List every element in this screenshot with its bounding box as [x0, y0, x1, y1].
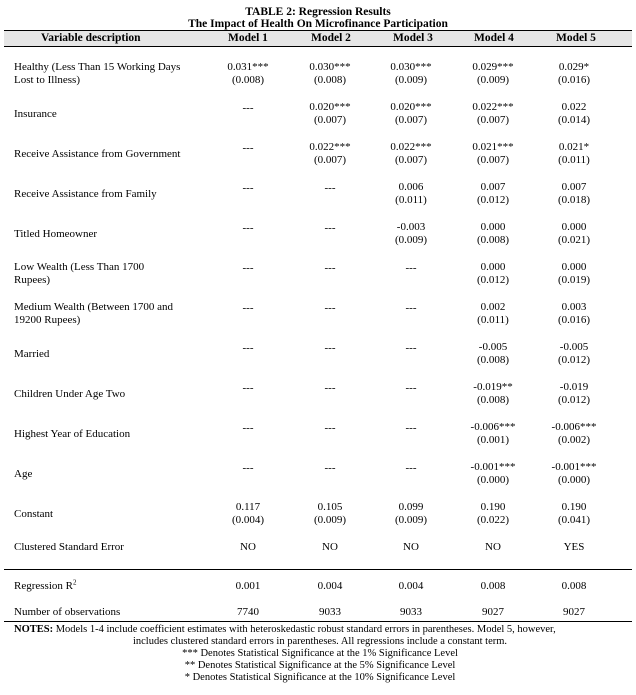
model-2-cell — [292, 262, 368, 275]
standard-error: (0.012) — [476, 194, 510, 206]
notes-text-1: Models 1-4 include coefficient estimates with heteroskedastic robust standard errors in parentheses. Model 5, however, — [55, 624, 556, 635]
coefficient: 0.031*** — [227, 61, 269, 73]
coefficient: YES — [563, 541, 585, 553]
model-4-cell — [455, 141, 531, 167]
notes-line-1 — [14, 624, 626, 636]
row-label — [14, 508, 214, 521]
coefficient: 0.022 — [561, 101, 587, 113]
coefficient: --- — [242, 302, 254, 314]
coefficient: NO — [240, 541, 256, 553]
model-5-cell — [536, 61, 612, 87]
row-label — [14, 188, 214, 201]
row-label-line: Medium Wealth (Between 1700 and — [14, 301, 173, 313]
row-label — [14, 468, 214, 481]
header-model-3: Model 3 — [393, 32, 433, 44]
model-1-cell — [210, 102, 286, 115]
row-label-line: Titled Homeowner — [14, 228, 98, 240]
coefficient: --- — [324, 222, 336, 234]
standard-error: (0.009) — [313, 514, 347, 526]
row-label — [14, 348, 214, 361]
coefficient: 0.030*** — [309, 61, 351, 73]
coefficient: 0.003 — [561, 301, 587, 313]
model-5-cell — [536, 541, 612, 554]
model-1-cell — [210, 262, 286, 275]
model-4-cell — [455, 181, 531, 207]
coefficient: --- — [242, 102, 254, 114]
standard-error: (0.014) — [557, 114, 591, 126]
standard-error: (0.008) — [476, 234, 510, 246]
model-3-cell — [373, 101, 449, 127]
coefficient: --- — [405, 342, 417, 354]
row-label — [14, 428, 214, 441]
coefficient: --- — [324, 182, 336, 194]
model-4-cell — [455, 61, 531, 87]
coefficient: 0.029*** — [472, 61, 514, 73]
notes-sig-1: *** Denotes Statistical Significance at the 1% Significance Level — [182, 648, 458, 659]
row-label — [14, 61, 214, 87]
model-1-cell — [210, 382, 286, 395]
model-1-cell — [210, 182, 286, 195]
standard-error: (0.018) — [557, 194, 591, 206]
stat-label: Number of observations — [14, 606, 121, 618]
model-3-cell — [373, 541, 449, 554]
model-2-cell — [292, 302, 368, 315]
model-3-cell — [373, 141, 449, 167]
model-4-stat: 9027 — [482, 606, 504, 618]
model-1-stat: 0.001 — [235, 580, 261, 592]
coefficient: 0.000 — [480, 261, 506, 273]
model-2-cell — [292, 462, 368, 475]
row-label-line: Rupees) — [14, 274, 51, 286]
model-4-cell — [455, 381, 531, 407]
model-2-cell — [292, 61, 368, 87]
coefficient: -0.001*** — [551, 461, 597, 473]
coefficient: -0.019** — [473, 381, 513, 393]
model-5-cell — [536, 221, 612, 247]
coefficient: 0.022*** — [390, 141, 432, 153]
model-2-cell — [292, 101, 368, 127]
model-2-stat: 0.004 — [317, 580, 343, 592]
model-1-cell — [210, 61, 286, 87]
coefficient: 0.020*** — [390, 101, 432, 113]
model-2-cell — [292, 222, 368, 235]
coefficient: --- — [324, 382, 336, 394]
stat-label: Regression R — [14, 580, 73, 592]
model-3-stat: 9033 — [400, 606, 422, 618]
model-1-cell — [210, 501, 286, 527]
standard-error: (0.011) — [477, 314, 509, 326]
standard-error: (0.008) — [476, 394, 510, 406]
row-label — [14, 108, 214, 121]
standard-error: (0.011) — [558, 154, 590, 166]
coefficient: -0.005 — [559, 341, 589, 353]
model-4-stat: 0.008 — [480, 580, 506, 592]
coefficient: 0.021*** — [472, 141, 514, 153]
header-variable: Variable description — [41, 32, 141, 44]
row-label — [14, 301, 214, 327]
coefficient: 0.007 — [480, 181, 506, 193]
model-1-cell — [210, 222, 286, 235]
coefficient: -0.006*** — [470, 421, 516, 433]
model-3-cell — [373, 262, 449, 275]
model-4-cell — [455, 221, 531, 247]
model-4-cell — [455, 541, 531, 554]
coefficient: 0.006 — [398, 181, 424, 193]
model-2-cell — [292, 422, 368, 435]
standard-error: (0.008) — [231, 74, 265, 86]
standard-error: (0.009) — [394, 74, 428, 86]
header-rule — [4, 46, 632, 47]
header-model-1: Model 1 — [228, 32, 268, 44]
model-5-cell — [536, 141, 612, 167]
standard-error: (0.007) — [313, 154, 347, 166]
model-4-cell — [455, 501, 531, 527]
coefficient: 0.002 — [480, 301, 506, 313]
model-1-cell — [210, 142, 286, 155]
coefficient: --- — [242, 462, 254, 474]
model-3-cell — [373, 302, 449, 315]
model-1-cell — [210, 342, 286, 355]
row-label-line: Low Wealth (Less Than 1700 — [14, 261, 145, 273]
coefficient: --- — [242, 142, 254, 154]
model-3-stat: 0.004 — [398, 580, 424, 592]
model-1-cell — [210, 302, 286, 315]
coefficient: --- — [405, 262, 417, 274]
model-3-cell — [373, 422, 449, 435]
coefficient: 0.029* — [558, 61, 590, 73]
standard-error: (0.012) — [557, 354, 591, 366]
coefficient: --- — [324, 462, 336, 474]
standard-error: (0.022) — [476, 514, 510, 526]
model-5-cell — [536, 341, 612, 367]
coefficient: --- — [324, 342, 336, 354]
row-label-line: Children Under Age Two — [14, 388, 126, 400]
standard-error: (0.012) — [476, 274, 510, 286]
model-2-cell — [292, 141, 368, 167]
row-label — [14, 148, 214, 161]
model-4-cell — [455, 421, 531, 447]
coefficient: 0.020*** — [309, 101, 351, 113]
coefficient: --- — [405, 462, 417, 474]
row-label-line: Constant — [14, 508, 54, 520]
row-label-line: Highest Year of Education — [14, 428, 131, 440]
row-label-line: Receive Assistance from Family — [14, 188, 157, 200]
standard-error: (0.011) — [395, 194, 427, 206]
standard-error: (0.007) — [476, 114, 510, 126]
coefficient: 0.021* — [558, 141, 590, 153]
row-label-line: Clustered Standard Error — [14, 541, 124, 553]
standard-error: (0.041) — [557, 514, 591, 526]
model-3-cell — [373, 382, 449, 395]
notes-label: NOTES: — [14, 624, 54, 635]
table-subtitle: The Impact of Health On Microfinance Participation — [188, 18, 448, 30]
coefficient: 0.022*** — [309, 141, 351, 153]
row-label-line: Healthy (Less Than 15 Working Days — [14, 61, 181, 73]
model-2-cell — [292, 342, 368, 355]
row-label-line: Married — [14, 348, 50, 360]
standard-error: (0.008) — [313, 74, 347, 86]
row-label-line: 19200 Rupees) — [14, 314, 81, 326]
model-3-cell — [373, 221, 449, 247]
coefficient: --- — [324, 302, 336, 314]
standard-error: (0.007) — [476, 154, 510, 166]
standard-error: (0.021) — [557, 234, 591, 246]
row-label-line: Receive Assistance from Government — [14, 148, 181, 160]
standard-error: (0.019) — [557, 274, 591, 286]
row-label — [14, 388, 214, 401]
standard-error: (0.007) — [313, 114, 347, 126]
coefficient: NO — [485, 541, 501, 553]
coefficient: -0.006*** — [551, 421, 597, 433]
standard-error: (0.016) — [557, 74, 591, 86]
coefficient: 0.190 — [480, 501, 506, 513]
standard-error: (0.009) — [394, 514, 428, 526]
row-label — [14, 580, 214, 593]
model-1-stat: 7740 — [237, 606, 259, 618]
coefficient: --- — [405, 422, 417, 434]
stats-rule — [4, 569, 632, 570]
model-2-cell — [292, 501, 368, 527]
coefficient: 0.022*** — [472, 101, 514, 113]
model-5-cell — [536, 501, 612, 527]
coefficient: 0.000 — [480, 221, 506, 233]
standard-error: (0.007) — [394, 154, 428, 166]
coefficient: --- — [405, 302, 417, 314]
model-3-cell — [373, 501, 449, 527]
standard-error: (0.000) — [476, 474, 510, 486]
model-3-cell — [373, 342, 449, 355]
coefficient: 0.190 — [561, 501, 587, 513]
coefficient: --- — [242, 262, 254, 274]
coefficient: 0.000 — [561, 261, 587, 273]
coefficient: 0.030*** — [390, 61, 432, 73]
header-model-2: Model 2 — [311, 32, 351, 44]
standard-error: (0.007) — [394, 114, 428, 126]
model-3-cell — [373, 181, 449, 207]
notes-sig-2: ** Denotes Statistical Significance at the 5% Significance Level — [184, 660, 456, 671]
coefficient: 0.007 — [561, 181, 587, 193]
notes — [14, 624, 626, 684]
coefficient: --- — [242, 182, 254, 194]
model-3-cell — [373, 462, 449, 475]
model-5-cell — [536, 181, 612, 207]
model-2-cell — [292, 541, 368, 554]
coefficient: --- — [242, 342, 254, 354]
model-5-cell — [536, 101, 612, 127]
model-4-cell — [455, 261, 531, 287]
coefficient: --- — [324, 262, 336, 274]
row-label — [14, 606, 214, 619]
model-3-cell — [373, 61, 449, 87]
model-5-stat: 9027 — [563, 606, 585, 618]
model-4-cell — [455, 341, 531, 367]
row-label-line: Insurance — [14, 108, 57, 120]
row-label — [14, 261, 214, 287]
coefficient: --- — [242, 222, 254, 234]
standard-error: (0.012) — [557, 394, 591, 406]
coefficient: --- — [324, 422, 336, 434]
standard-error: (0.009) — [476, 74, 510, 86]
standard-error: (0.016) — [557, 314, 591, 326]
row-label-line: Lost to Illness) — [14, 74, 80, 86]
header-row — [4, 31, 632, 46]
coefficient: 0.000 — [561, 221, 587, 233]
coefficient: 0.105 — [317, 501, 343, 513]
row-label-line: Age — [14, 468, 33, 480]
standard-error: (0.001) — [476, 434, 510, 446]
standard-error: (0.000) — [557, 474, 591, 486]
model-5-cell — [536, 421, 612, 447]
model-4-cell — [455, 101, 531, 127]
coefficient: -0.003 — [396, 221, 426, 233]
standard-error: (0.009) — [394, 234, 428, 246]
model-1-cell — [210, 541, 286, 554]
model-5-stat: 0.008 — [561, 580, 587, 592]
model-1-cell — [210, 422, 286, 435]
notes-sig-3: * Denotes Statistical Significance at the 10% Significance Level — [184, 672, 456, 683]
coefficient: -0.001*** — [470, 461, 516, 473]
table-title: TABLE 2: Regression Results — [245, 6, 391, 18]
header-model-5: Model 5 — [556, 32, 596, 44]
row-label — [14, 541, 214, 554]
coefficient: 0.117 — [235, 501, 261, 513]
standard-error: (0.004) — [231, 514, 265, 526]
header-model-4: Model 4 — [474, 32, 514, 44]
model-5-cell — [536, 381, 612, 407]
model-1-cell — [210, 462, 286, 475]
coefficient: --- — [242, 422, 254, 434]
model-5-cell — [536, 261, 612, 287]
model-5-cell — [536, 301, 612, 327]
coefficient: NO — [403, 541, 419, 553]
bottom-rule — [4, 621, 632, 622]
model-2-stat: 9033 — [319, 606, 341, 618]
coefficient: -0.019 — [559, 381, 589, 393]
model-4-cell — [455, 301, 531, 327]
coefficient: NO — [322, 541, 338, 553]
row-label — [14, 228, 214, 241]
standard-error: (0.008) — [476, 354, 510, 366]
coefficient: --- — [405, 382, 417, 394]
coefficient: -0.005 — [478, 341, 508, 353]
model-2-cell — [292, 182, 368, 195]
notes-line-2: includes clustered standard errors in parentheses. All regressions include a constant term. — [132, 636, 508, 647]
standard-error: (0.002) — [557, 434, 591, 446]
model-4-cell — [455, 461, 531, 487]
stat-label-superscript: 2 — [72, 578, 77, 587]
coefficient: 0.099 — [398, 501, 424, 513]
model-2-cell — [292, 382, 368, 395]
coefficient: --- — [242, 382, 254, 394]
model-5-cell — [536, 461, 612, 487]
